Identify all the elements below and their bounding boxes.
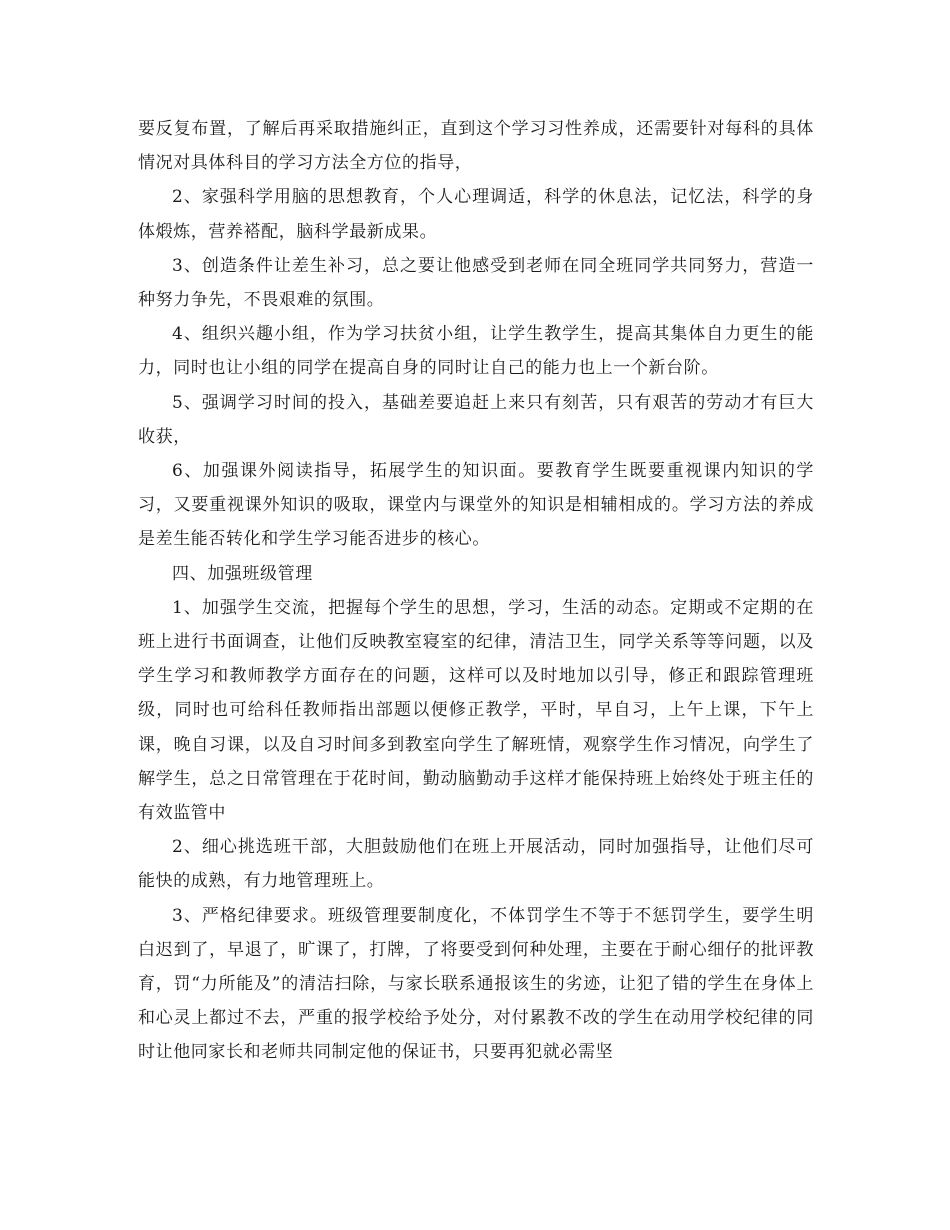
paragraph-item-1: 1、加强学生交流，把握每个学生的思想，学习，生活的动态。定期或不定期的在班上进行书面调查，让他们反映教室寝室的纪律，清洁卫生，同学关系等等问题，以及学生学习和教师教学方面存在的问题，这样可以及时地加以引导，修正和跟踪管理班级，同时也可给科任教师指出部题以便修正教学，平时，早自习，上午上课，下午上课，晚自习课，以及自习时间多到教室向学生了解班情，观察学生作习情况，向学生了解学生，总之日常管理在于花时间，勤动脑勤动手这样才能保持班上始终处于班主任的有效监管中 <box>138 597 814 824</box>
paragraph-item-5: 5、强调学习时间的投入，基础差要追赶上来只有刻苦，只有艰苦的劳动才有巨大收获， <box>138 392 814 447</box>
section-heading: 四、加强班级管理 <box>172 563 313 584</box>
paragraph-item-3b: 3、严格纪律要求。班级管理要制度化，不体罚学生不等于不惩罚学生，要学生明白迟到了，早退了，旷课了，打牌，了将要受到何种处理，主要在于耐心细仔的批评教育，罚“力所能及”的清洁扫除，与家长联系通报该生的劣迹，让犯了错的学生在身体上和心灵上都过不去，严重的报学校给予处分，对付累教不改的学生在动用学校纪律的同时让他同家长和老师共同制定他的保证书，只要再犯就必需坚 <box>138 905 814 1063</box>
paragraph-continuation: 要反复布置，了解后再采取措施纠正，直到这个学习习性养成，还需要针对每科的具体情况对具体科目的学习方法全方位的指导， <box>138 119 814 174</box>
paragraph-item-2: 2、家强科学用脑的思想教育，个人心理调适，科学的休息法，记忆法，科学的身体煅炼，营养褡配，脑科学最新成果。 <box>138 187 814 242</box>
paragraph-item-3: 3、创造条件让差生补习，总之要让他感受到老师在同全班同学共同努力，营造一种努力争先，不畏艰难的氛围。 <box>138 255 814 311</box>
document-body <box>138 112 814 1070</box>
paragraph-item-2b: 2、细心挑选班干部，大胆鼓励他们在班上开展活动，同时加强指导，让他们尽可能快的成熟，有力地管理班上。 <box>138 837 814 892</box>
paragraph-item-4: 4、组织兴趣小组，作为学习扶贫小组，让学生教学生，提高其集体自力更生的能力，同时也让小组的同学在提高自身的同时让自己的能力也上一个新台阶。 <box>138 324 814 379</box>
paragraph-item-6: 6、加强课外阅读指导，拓展学生的知识面。要教育学生既要重视课内知识的学习，又要重视课外知识的吸取，课堂内与课堂外的知识是相辅相成的。学习方法的养成是差生能否转化和学生学习能否进步的核心。 <box>138 461 814 550</box>
